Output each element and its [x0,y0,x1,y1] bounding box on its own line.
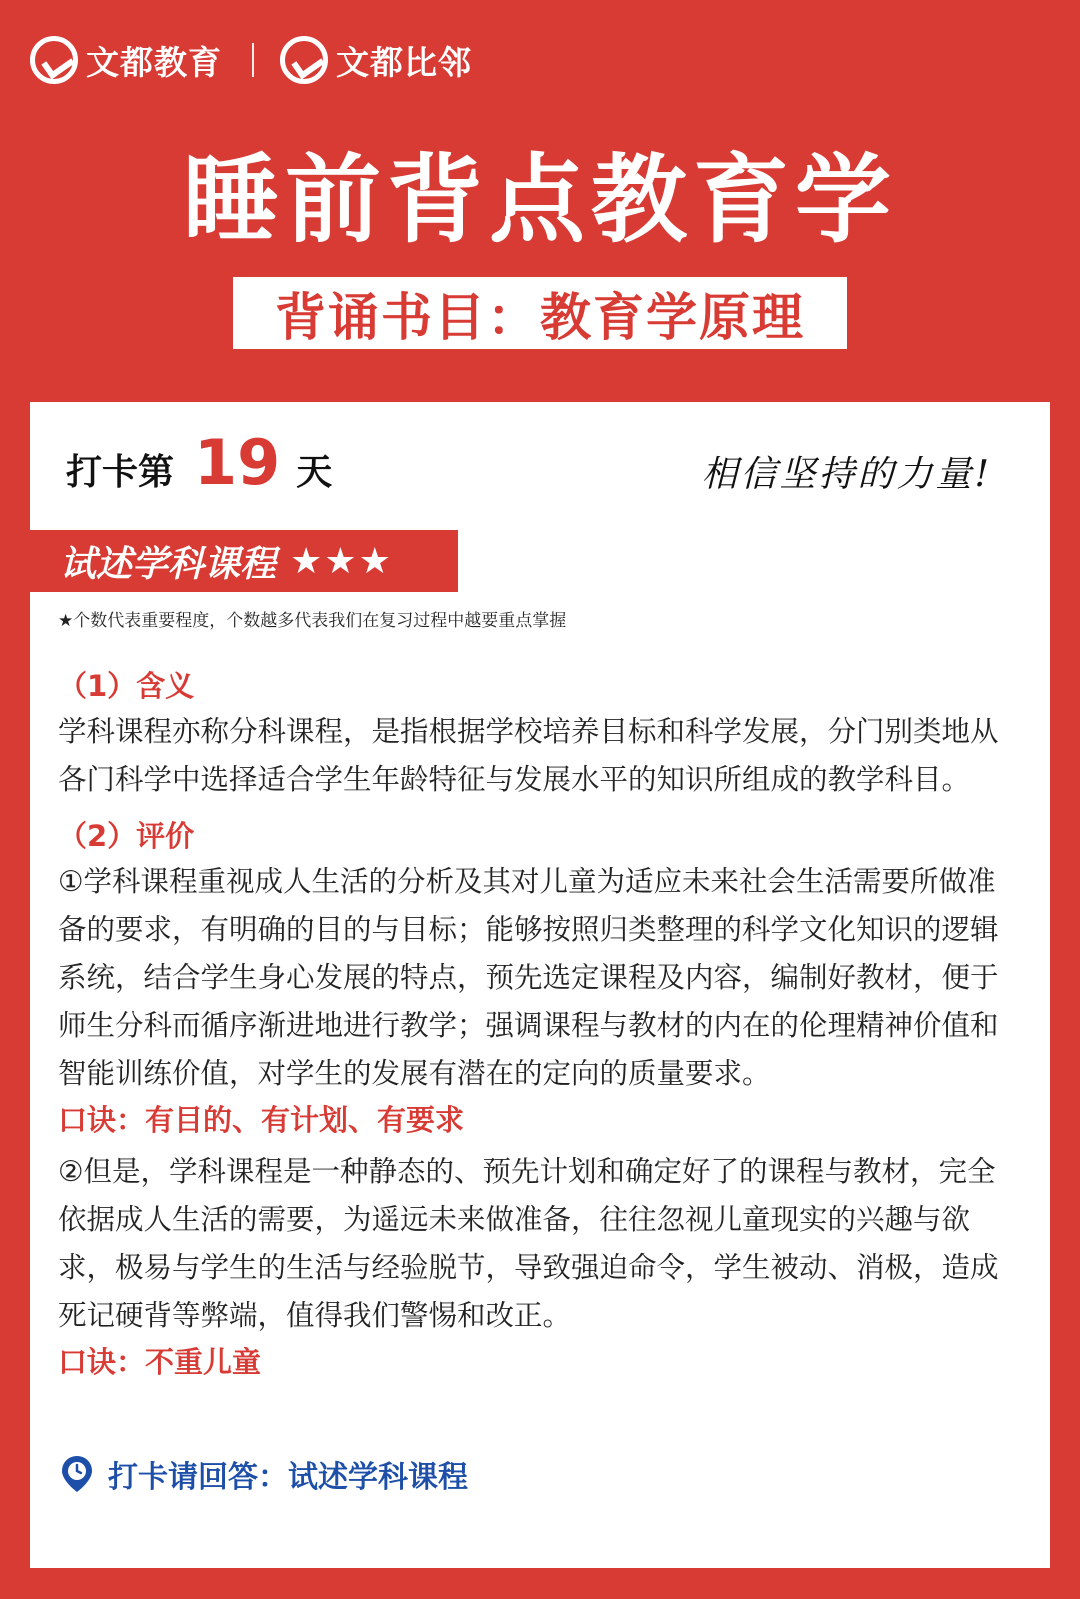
day-suffix: 天 [296,452,333,493]
brand-logos [30,34,472,86]
mnemonic-1: 口诀：有目的、有计划、有要求 [58,1103,465,1137]
checkin-day [66,426,332,499]
location-pin-icon [60,1454,94,1494]
topic-tag [30,530,458,592]
logo-divider [252,43,254,77]
importance-stars: ★★★ [290,540,393,582]
section2-paragraph2: ②但是，学科课程是一种静态的、预先计划和确定好了的课程与教材，完全依据成人生活的需要，为遥远未来做准备，往往忽视儿童现实的兴趣与欲求，极易与学生的生活与经验脱节，导致强迫命令，学生被动、消极，造成死记硬背等弊端，值得我们警惕和改正。 [58,1155,999,1332]
stars-note: ★个数代表重要程度，个数越多代表我们在复习过程中越要重点掌握 [58,611,567,631]
section2-heading: （2）评价 [58,819,195,853]
wendu-logo-icon [280,36,328,84]
section2-paragraph1: ①学科课程重视成人生活的分析及其对儿童为适应未来社会生活需要所做准备的要求，有明确的目的与目标；能够按照归类整理的科学文化知识的逻辑系统，结合学生身心发展的特点，预先选定课程及内容，编制好教材，便于师生分科而循序渐进地进行教学；强调课程与教材的内在的伦理精神价值和智能训练价值，对学生的发展有潜在的定向的质量要求。 [58,865,999,1090]
motto: 相信坚持的力量! [701,454,992,495]
section1-text: 学科课程亦称分科课程，是指根据学校培养目标和科学发展，分门别类地从各门科学中选择适合学生年龄特征与发展水平的知识所组成的教学科目。 [58,715,999,796]
book-subtitle: 背诵书目：教育学原理 [233,277,847,349]
mnemonic-2: 口诀：不重儿童 [58,1345,262,1379]
logo-wendu-bilin [280,36,472,84]
wendu-logo-icon [30,36,78,84]
page-title: 睡前背点教育学 [183,144,897,256]
logo1-text: 文都教育 [86,42,222,82]
logo2-text: 文都比邻 [336,42,472,82]
content-card [30,402,1050,1568]
day-prefix: 打卡第 [66,452,175,493]
checkin-prompt [60,1452,468,1496]
prompt-text: 打卡请回答：试述学科课程 [108,1460,468,1495]
section1-heading: （1）含义 [58,669,195,703]
content-body [58,664,1018,1384]
logo-wendu-education [30,36,222,84]
topic-title: 试述学科课程 [60,543,277,585]
day-number: 19 [194,426,281,499]
